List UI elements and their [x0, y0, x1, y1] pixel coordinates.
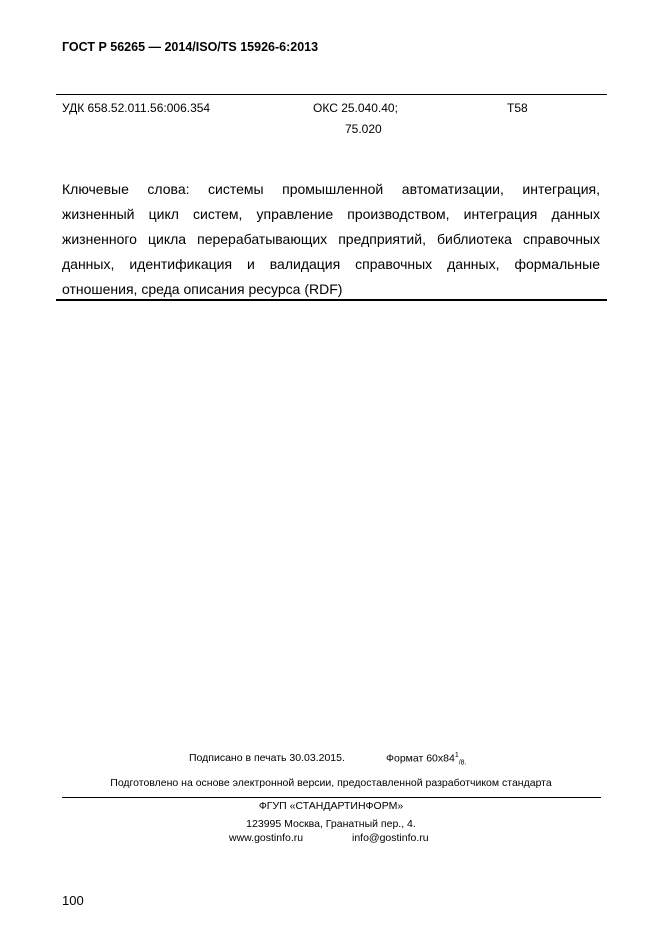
print-format-sub: /8.	[458, 759, 467, 767]
publisher-address: 123995 Москва, Гранатный пер., 4.	[246, 818, 416, 830]
publisher-website: www.gostinfo.ru	[229, 832, 304, 844]
oks-code: ОКС 25.040.40;	[313, 101, 398, 115]
print-format	[386, 752, 467, 767]
standard-code: ГОСТ Р 56265 — 2014/ISO/TS 15926-6:2013	[62, 40, 319, 54]
top-divider	[56, 94, 607, 95]
oks-code-second: 75.020	[345, 122, 382, 136]
print-format-sup: 1	[454, 752, 459, 759]
print-format-label: Формат 60x84	[386, 752, 455, 765]
group-code: Т58	[507, 101, 528, 115]
publisher-email: info@gostinfo.ru	[352, 832, 429, 844]
signed-to-print: Подписано в печать 30.03.2015.	[189, 752, 345, 764]
udk-code: УДК 658.52.011.56:006.354	[62, 101, 211, 115]
prepared-note: Подготовлено на основе электронной версии, предоставленной разработчиком стандарта	[110, 777, 552, 789]
imprint-divider	[62, 797, 601, 798]
keywords-paragraph: Ключевые слова: системы промышленной автоматизации, интеграция, жизненный цикл систем, управление производством, интеграция данных жизненного цикла перерабатывающих предприятий, библиотека справочных данных, идентификация и валидация справочных данных, формальные отношения, среда описания ресурса (RDF)	[62, 181, 600, 297]
keywords-bottom-divider	[56, 299, 607, 301]
page-number: 100	[62, 893, 84, 908]
publisher-name: ФГУП «СТАНДАРТИНФОРМ»	[258, 800, 404, 812]
